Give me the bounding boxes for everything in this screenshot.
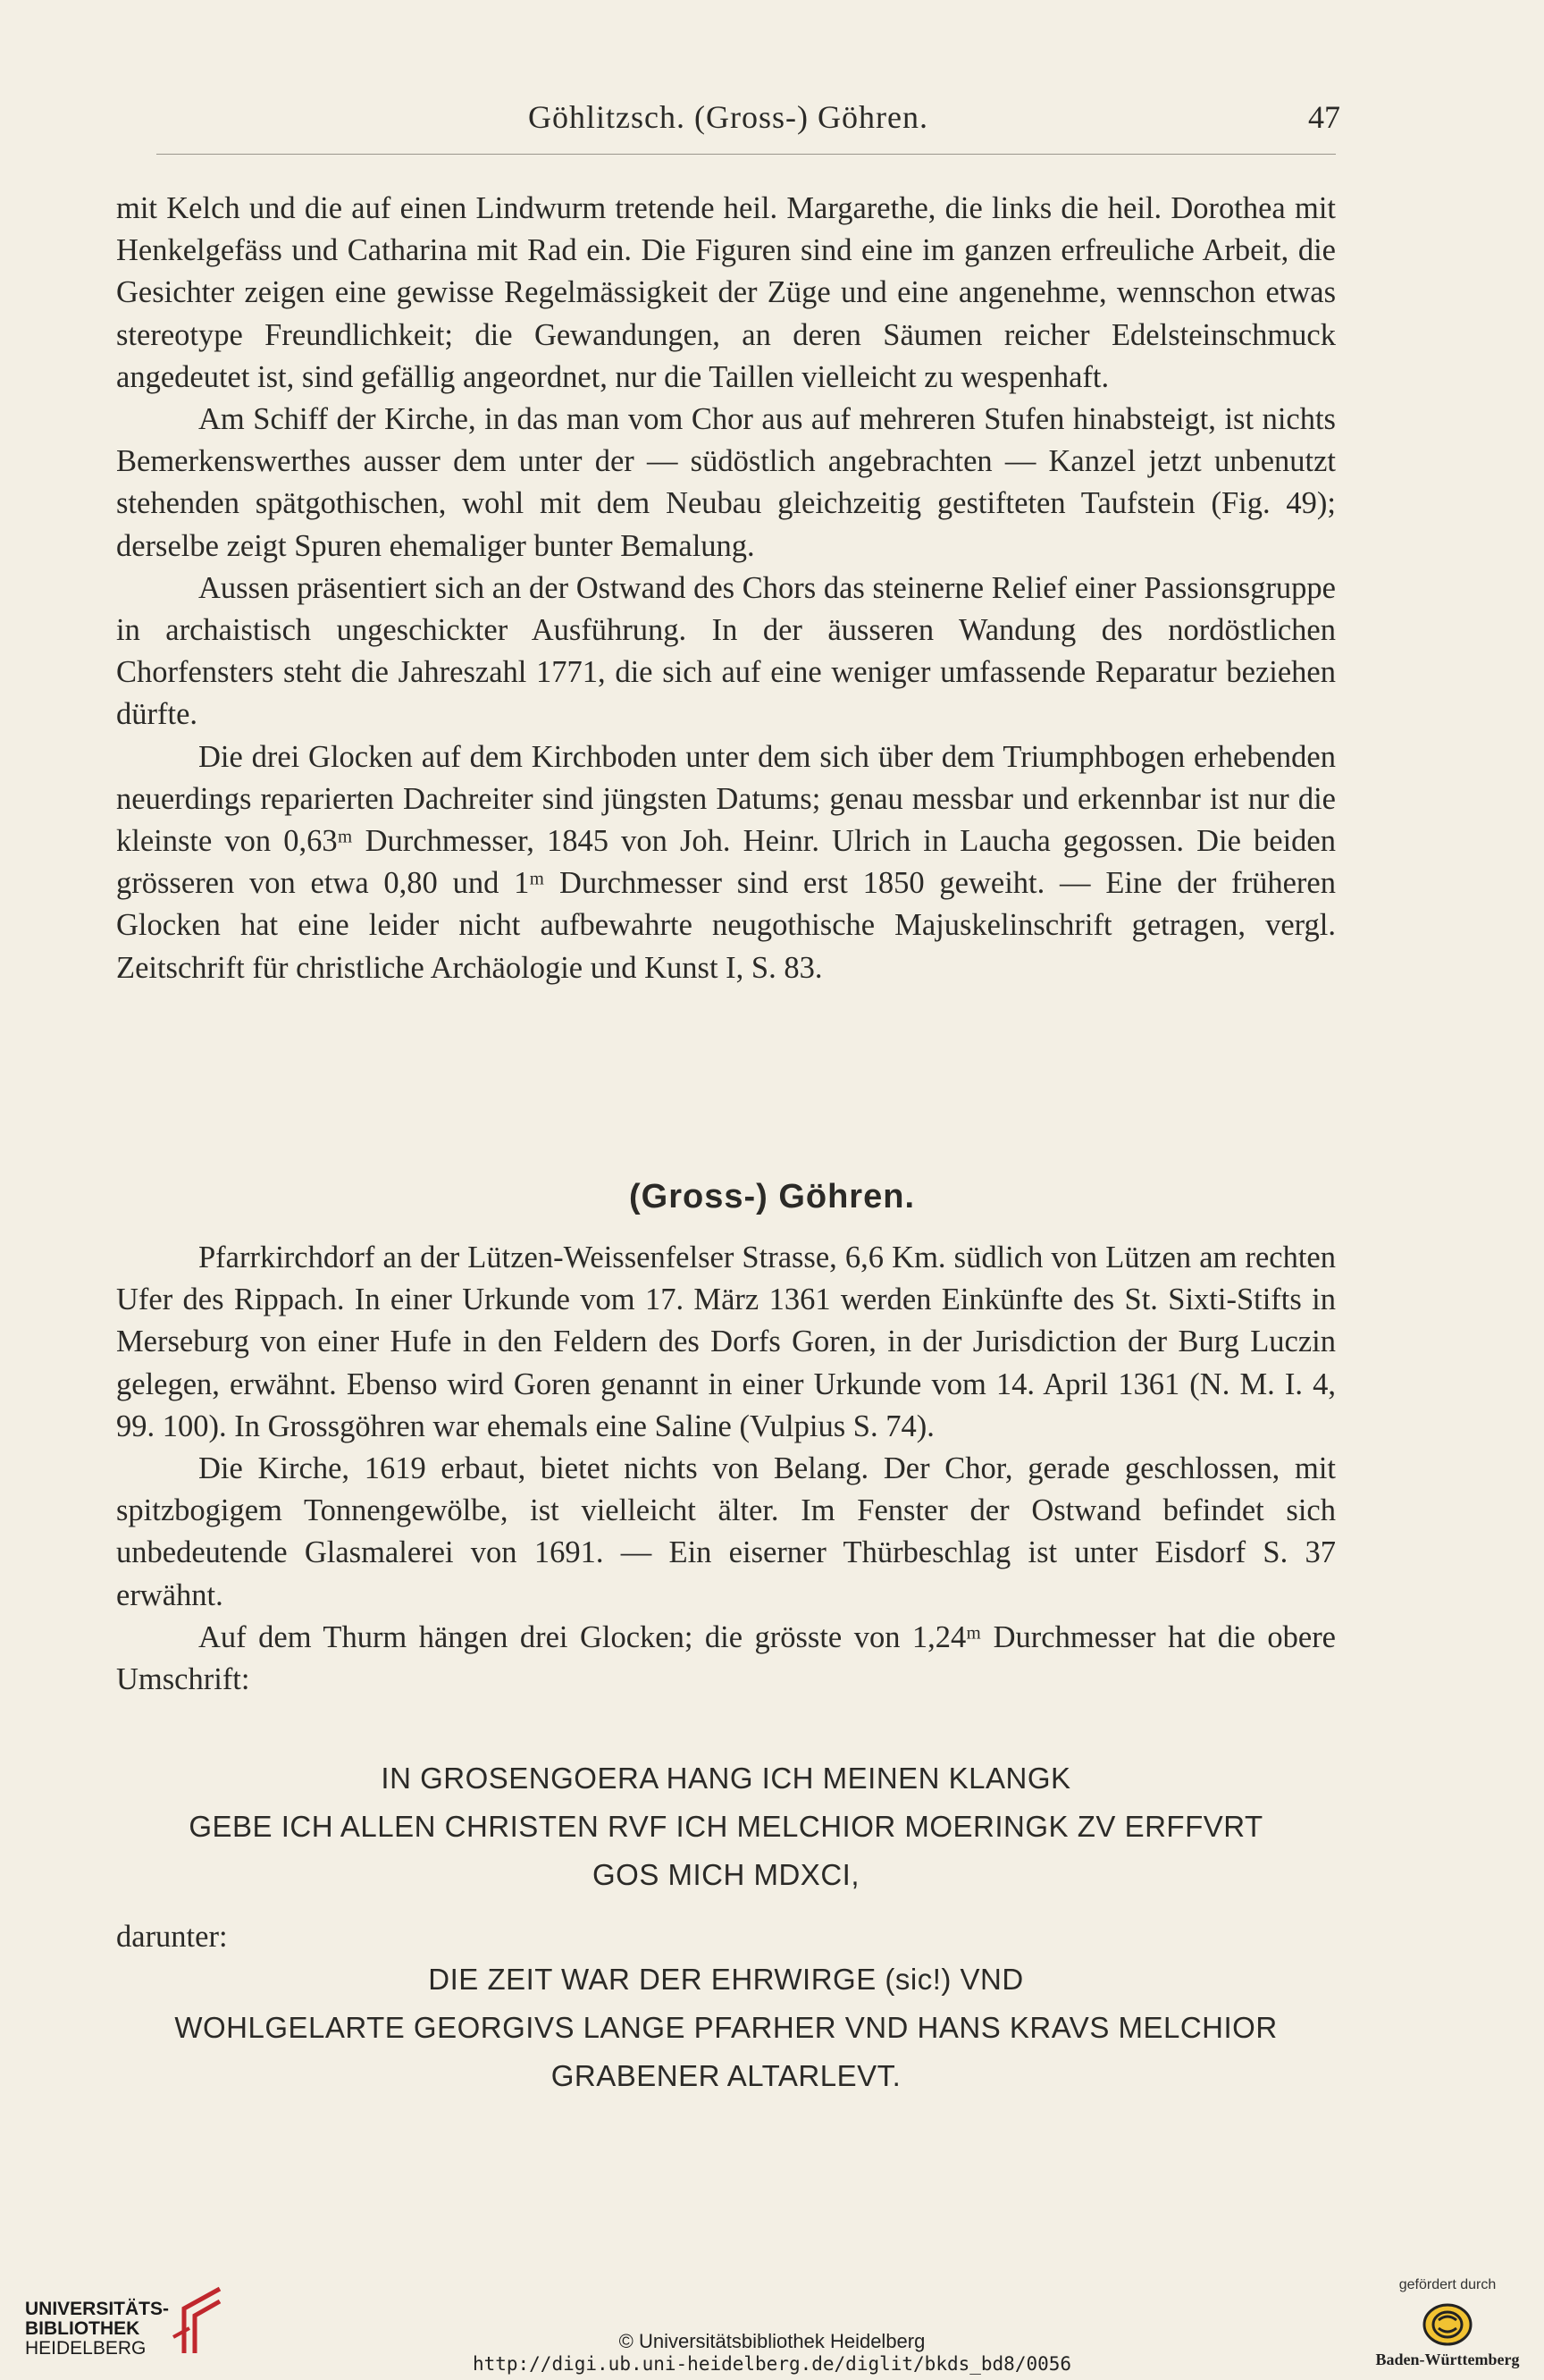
paragraph: Aussen präsentiert sich an der Ostwand des Chors das steinerne Relief einer Passionsgruppe in archaistisch ungeschickter Ausführung. In der äusseren Wandung des nordöstlichen Chorfensters steht die Jahreszahl 1771, die sich auf eine weniger umfassende Reparatur beziehen dürfte.	[116, 570, 1336, 732]
section-1-body	[116, 188, 1336, 989]
state-coat-of-arms-icon	[1421, 2300, 1474, 2349]
sponsor-name: Baden-Württemberg	[1375, 2351, 1520, 2368]
paragraph: Die drei Glocken auf dem Kirchboden unter dem sich über dem Triumphbogen erhebenden neuerdings reparierten Dachreiter sind jüngsten Datums; genau messbar und erkennbar ist nur die kleinste von 0,63ᵐ Durchmesser, 1845 von Joh. Heinr. Ulrich in Laucha gegossen. Die beiden grösseren von etwa 0,80 und 1ᵐ Durchmesser sind erst 1850 geweiht. — Eine der früheren Glocken hat eine leider nicht aufbewahrte neugothische Majuskelinschrift getragen, vergl. Zeitschrift für christliche Archäologie und Kunst I, S. 83.	[116, 739, 1336, 985]
inscription-line: WOHLGELARTE GEORGIVS LANGE PFARHER VND HANS KRAVS MELCHIOR	[174, 2011, 1278, 2044]
library-line: UNIVERSITÄTS-	[25, 2299, 170, 2319]
paragraph: mit Kelch und die auf einen Lindwurm tretende heil. Margarethe, die links die heil. Dorothea mit Henkelgefäss und Catharina mit Rad ein. Die Figuren sind eine im ganzen erfreuliche Arbeit, die Gesichter zeigen eine gewisse Regelmässigkeit der Züge und eine angenehme, wennschon etwas stereotype Freundlichkeit; die Gewandungen, an deren Säumen reicher Edelsteinschmuck angedeutet ist, sind gefällig angeordnet, nur die Taillen vielleicht zu wespenhaft.	[116, 191, 1336, 394]
page-number: 47	[1308, 99, 1340, 135]
paragraph: Pfarrkirchdorf an der Lützen-Weissenfelser Strasse, 6,6 Km. südlich von Lützen am rechten Ufer des Rippach. In einer Urkunde vom 17. März 1361 werden Einkünfte des St. Sixti-Stifts in Merseburg von einer Hufe in den Feldern des Dorfs Goren, in der Jurisdiction der Burg Luczin gelegen, erwähnt. Ebenso wird Goren genannt in einer Urkunde vom 14. April 1361 (N. M. I. 4, 99. 100). In Grossgöhren war ehemals eine Saline (Vulpius S. 74).	[116, 1240, 1336, 1443]
sponsor-block[interactable]	[1363, 2277, 1532, 2376]
paragraph: Die Kirche, 1619 erbaut, bietet nichts von Belang. Der Chor, gerade geschlossen, mit spitzbogigem Tonnengewölbe, ist vielleicht älter. Im Fenster der Ostwand befindet sich unbedeutende Glasmalerei von 1691. — Ein eiserner Thürbeschlag ist unter Eisdorf S. 37 erwähnt.	[116, 1451, 1336, 1612]
inscription-line: GOS MICH MDXCI,	[592, 1858, 860, 1891]
bell-inscription-upper	[116, 1754, 1336, 1899]
page-header	[116, 98, 1340, 152]
library-line: BIBLIOTHEK	[25, 2318, 140, 2339]
darunter-label: darunter:	[116, 1920, 228, 1954]
inscription-line: GRABENER ALTARLEVT.	[550, 2059, 902, 2092]
header-rule	[156, 154, 1336, 155]
inscription-line: IN GROSENGOERA HANG ICH MEINEN KLANGK	[381, 1762, 1071, 1795]
library-line: HEIDELBERG	[25, 2338, 147, 2359]
section-heading: (Gross-) Göhren.	[628, 1178, 916, 1215]
permalink-url[interactable]: http://digi.ub.uni-heidelberg.de/diglit/bkds_bd8/0056	[472, 2353, 1072, 2375]
paragraph: Auf dem Thurm hängen drei Glocken; die grösste von 1,24ᵐ Durchmesser hat die obere Umschrift:	[116, 1619, 1336, 1697]
section-2-body	[116, 1237, 1336, 1701]
running-title: Göhlitzsch. (Gross-) Göhren.	[528, 99, 928, 135]
paragraph: Am Schiff der Kirche, in das man vom Chor aus auf mehreren Stufen hinabsteigt, ist nichts Bemerkenswerthes ausser dem unter der — südöstlich angebrachten — Kanzel jetzt unbenutzt stehenden spätgothischen, wohl mit dem Neubau gleichzeitig gestifteten Taufstein (Fig. 49); derselbe zeigt Spuren ehemaliger bunter Bemalung.	[116, 402, 1336, 563]
bell-inscription-lower	[116, 1955, 1336, 2100]
sponsor-label: gefördert durch	[1398, 2277, 1497, 2292]
copyright-notice: © Universitätsbibliothek Heidelberg	[618, 2330, 926, 2352]
inscription-line: GEBE ICH ALLEN CHRISTEN RVF ICH MELCHIOR MOERINGK ZV ERFFVRT	[189, 1810, 1263, 1843]
inscription-line: DIE ZEIT WAR DER EHRWIRGE (sic!) VND	[428, 1963, 1024, 1996]
